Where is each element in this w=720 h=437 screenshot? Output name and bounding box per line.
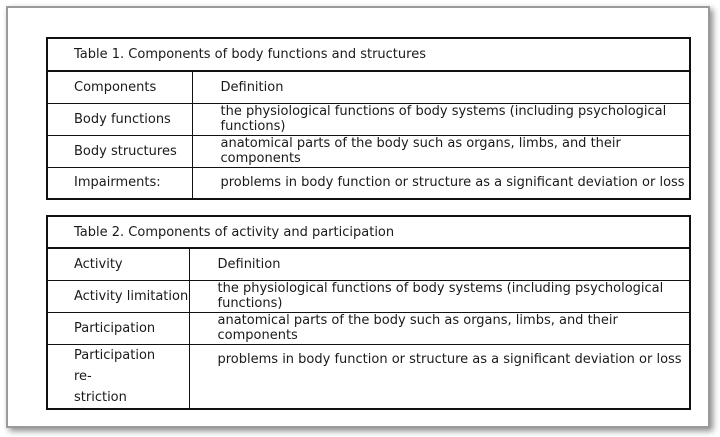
table-2-caption: Table 2. Components of activity and participation xyxy=(47,216,690,248)
table-row xyxy=(47,103,690,135)
term-cell: Activity limitation xyxy=(47,280,189,312)
table-2 xyxy=(46,215,691,410)
table-1-caption: Table 1. Components of body functions and structures xyxy=(47,38,690,71)
term-line-1: Participation re- xyxy=(74,347,156,384)
table-row xyxy=(47,135,690,167)
header-cell-definition: Definition xyxy=(192,71,690,103)
definition-cell: the physiological functions of body systems (including psychological functions) xyxy=(189,280,690,312)
term-line-2: striction xyxy=(74,389,127,405)
table-caption-row xyxy=(47,38,690,71)
table-row xyxy=(47,312,690,344)
definition-cell: anatomical parts of the body such as organs, limbs, and their components xyxy=(189,312,690,344)
term-cell: Participation xyxy=(47,312,189,344)
table-row xyxy=(47,344,690,409)
table-header-row xyxy=(47,71,690,103)
header-cell-definition: Definition xyxy=(189,248,690,280)
table-row xyxy=(47,280,690,312)
definition-cell: the physiological functions of body systems (including psychological functions) xyxy=(192,103,690,135)
term-cell: Body functions xyxy=(47,103,192,135)
table-caption-row xyxy=(47,216,690,248)
table-header-row xyxy=(47,248,690,280)
figure-frame xyxy=(6,6,710,428)
term-cell: Impairments: xyxy=(47,167,192,199)
definition-cell: problems in body function or structure as a significant deviation or loss xyxy=(189,344,690,409)
table-row xyxy=(47,167,690,199)
term-cell: Body structures xyxy=(47,135,192,167)
header-cell-components: Components xyxy=(47,71,192,103)
term-cell xyxy=(47,344,189,409)
definition-cell: problems in body function or structure as a significant deviation or loss xyxy=(192,167,690,199)
table-1 xyxy=(46,37,691,200)
definition-cell: anatomical parts of the body such as organs, limbs, and their components xyxy=(192,135,690,167)
header-cell-activity: Activity xyxy=(47,248,189,280)
